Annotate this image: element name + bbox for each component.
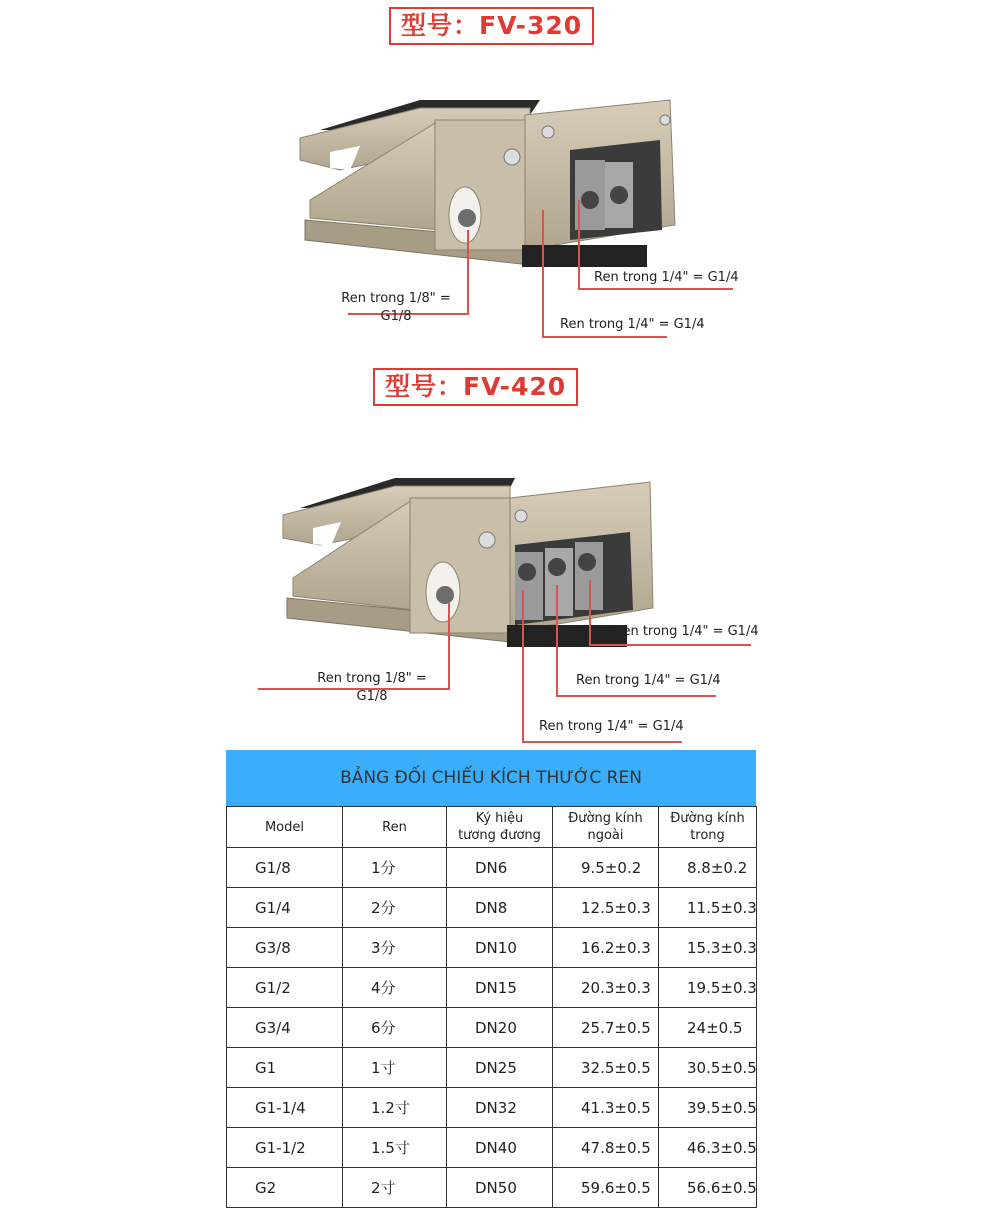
table-cell: G1/4 <box>227 888 343 928</box>
table-cell: 30.5±0.5 <box>659 1048 757 1088</box>
callout-fv420-side-port: Ren trong 1/8" = G1/8 <box>317 671 427 704</box>
table-cell: 1.2寸 <box>343 1088 447 1128</box>
table-cell: 8.8±0.2 <box>659 848 757 888</box>
column-header: Ren <box>343 807 447 848</box>
callout-fv320-port-b: Ren trong 1/4" = G1/4 <box>560 317 705 332</box>
column-header: Model <box>227 807 343 848</box>
table-row <box>227 1168 757 1208</box>
model-label-fv420: 型号：FV-420 <box>373 368 578 406</box>
table-cell: 3分 <box>343 928 447 968</box>
table-cell: G3/4 <box>227 1008 343 1048</box>
table-cell: 1寸 <box>343 1048 447 1088</box>
table-cell: DN6 <box>447 848 553 888</box>
callout-fv320-port-a: Ren trong 1/4" = G1/4 <box>594 270 739 285</box>
table-cell: DN40 <box>447 1128 553 1168</box>
table-cell: DN20 <box>447 1008 553 1048</box>
callout-fv320-side-port: Ren trong 1/8" = G1/8 <box>341 291 451 324</box>
table-row <box>227 1088 757 1128</box>
table-row <box>227 1128 757 1168</box>
table-header-row <box>227 807 757 848</box>
column-header: Đường kính ngoài <box>553 807 659 848</box>
model-label-fv320: 型号：FV-320 <box>389 7 594 45</box>
table-cell: DN8 <box>447 888 553 928</box>
table-row <box>227 888 757 928</box>
table-cell: G1-1/2 <box>227 1128 343 1168</box>
thread-table <box>226 806 757 1208</box>
table-cell: 1分 <box>343 848 447 888</box>
table-cell: 15.3±0.3 <box>659 928 757 968</box>
table-cell: 9.5±0.2 <box>553 848 659 888</box>
column-header: Đường kính trong <box>659 807 757 848</box>
callout-fv420-port-c: Ren trong 1/4" = G1/4 <box>539 719 684 734</box>
table-cell: 39.5±0.5 <box>659 1088 757 1128</box>
table-cell: 25.7±0.5 <box>553 1008 659 1048</box>
callout-fv420-port-a: Ren trong 1/4" = G1/4 <box>614 624 759 639</box>
table-title: BẢNG ĐỐI CHIẾU KÍCH THƯỚC REN <box>226 750 756 806</box>
table-cell: G1 <box>227 1048 343 1088</box>
table-cell: G2 <box>227 1168 343 1208</box>
callout-fv420-port-b: Ren trong 1/4" = G1/4 <box>576 673 721 688</box>
table-cell: G1/8 <box>227 848 343 888</box>
table-cell: DN10 <box>447 928 553 968</box>
foot-valve-fv320-image <box>290 90 690 270</box>
table-cell: 59.6±0.5 <box>553 1168 659 1208</box>
table-cell: G3/8 <box>227 928 343 968</box>
table-cell: 41.3±0.5 <box>553 1088 659 1128</box>
column-header: Ký hiệu tương đương <box>447 807 553 848</box>
table-cell: 4分 <box>343 968 447 1008</box>
table-cell: 12.5±0.3 <box>553 888 659 928</box>
table-cell: DN32 <box>447 1088 553 1128</box>
thread-size-table <box>226 750 756 1208</box>
table-cell: DN25 <box>447 1048 553 1088</box>
table-cell: 24±0.5 <box>659 1008 757 1048</box>
table-cell: 19.5±0.3 <box>659 968 757 1008</box>
table-cell: DN50 <box>447 1168 553 1208</box>
table-cell: 2寸 <box>343 1168 447 1208</box>
table-cell: 2分 <box>343 888 447 928</box>
table-cell: 32.5±0.5 <box>553 1048 659 1088</box>
table-row <box>227 968 757 1008</box>
table-cell: 56.6±0.5 <box>659 1168 757 1208</box>
table-cell: 1.5寸 <box>343 1128 447 1168</box>
table-cell: 20.3±0.3 <box>553 968 659 1008</box>
table-row <box>227 928 757 968</box>
table-cell: 46.3±0.5 <box>659 1128 757 1168</box>
table-cell: 47.8±0.5 <box>553 1128 659 1168</box>
table-cell: 6分 <box>343 1008 447 1048</box>
table-row <box>227 848 757 888</box>
table-cell: G1/2 <box>227 968 343 1008</box>
table-row <box>227 1048 757 1088</box>
table-cell: 16.2±0.3 <box>553 928 659 968</box>
table-row <box>227 1008 757 1048</box>
table-cell: 11.5±0.3 <box>659 888 757 928</box>
table-cell: G1-1/4 <box>227 1088 343 1128</box>
table-cell: DN15 <box>447 968 553 1008</box>
